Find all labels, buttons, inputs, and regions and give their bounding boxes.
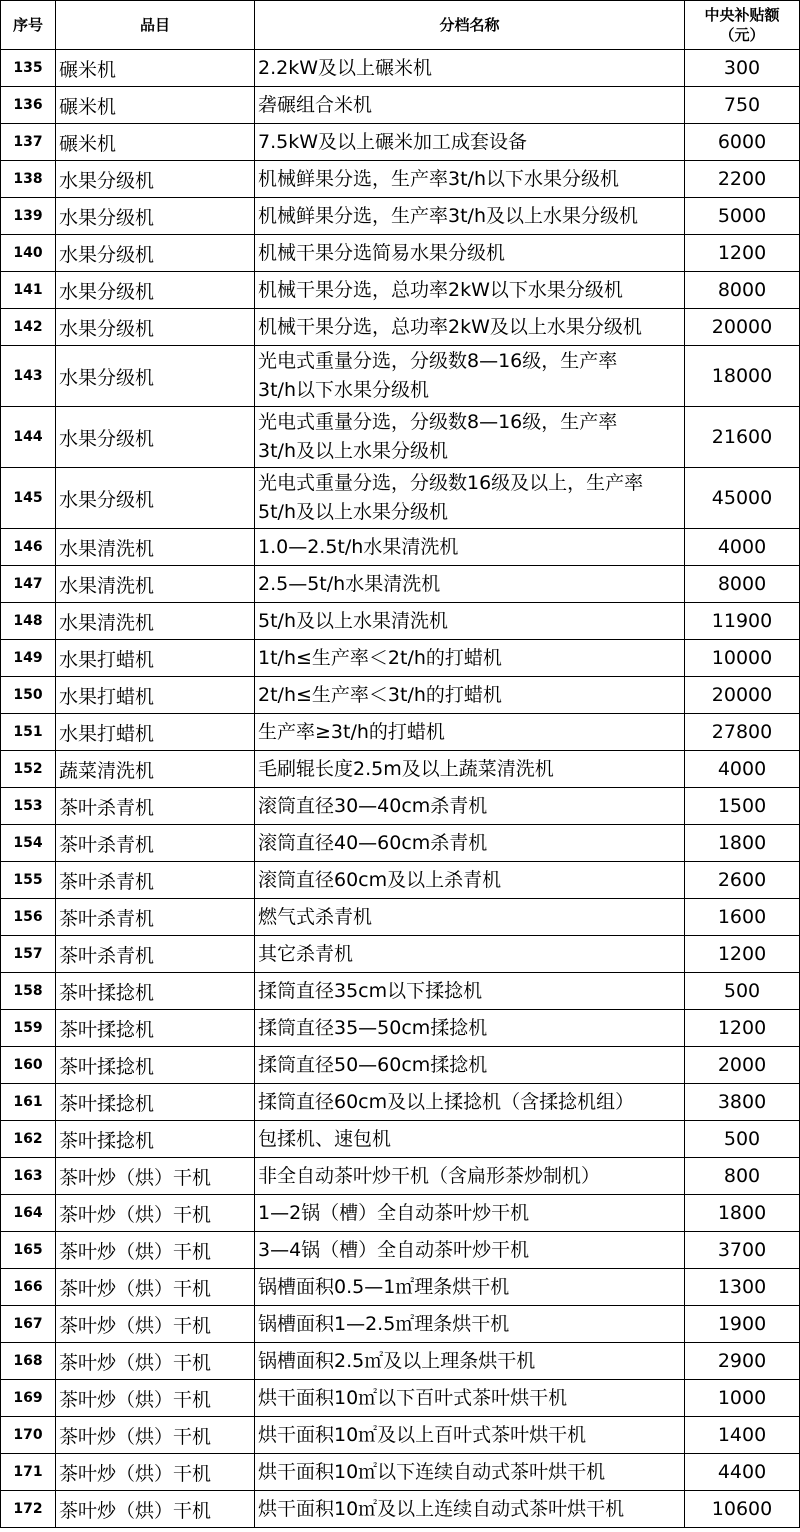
table-row (1, 468, 800, 529)
row-item: 茶叶杀青机 (56, 936, 255, 973)
row-amount: 1900 (685, 1306, 800, 1343)
row-spec-line: 烘干面积10㎡以下连续自动式茶叶烘干机 (258, 1460, 606, 1483)
row-spec (255, 87, 685, 124)
row-spec (255, 714, 685, 751)
row-amount: 1000 (685, 1380, 800, 1417)
row-spec-line: 揉筒直径50—60cm揉捻机 (258, 1053, 488, 1076)
row-number: 164 (1, 1195, 56, 1232)
row-number: 144 (1, 407, 56, 468)
table-row (1, 87, 800, 124)
row-item: 茶叶炒（烘）干机 (56, 1158, 255, 1195)
row-spec-line: 包揉机、速包机 (258, 1127, 392, 1150)
table-row (1, 198, 800, 235)
row-spec-line: 滚筒直径30—40cm杀青机 (258, 794, 488, 817)
row-amount: 21600 (685, 407, 800, 468)
row-spec (255, 346, 685, 407)
row-spec (255, 272, 685, 309)
row-number: 143 (1, 346, 56, 407)
row-spec-line: 1t/h≤生产率＜2t/h的打蜡机 (258, 646, 502, 669)
row-spec (255, 1454, 685, 1491)
row-spec-line: 揉筒直径60cm及以上揉捻机（含揉捻机组） (258, 1090, 635, 1113)
row-number: 141 (1, 272, 56, 309)
row-spec-line: 5t/h及以上水果分级机 (258, 501, 448, 523)
table-row (1, 1232, 800, 1269)
row-spec (255, 1121, 685, 1158)
table-row (1, 309, 800, 346)
header-item: 品目 (56, 1, 255, 50)
row-amount: 6000 (685, 124, 800, 161)
row-spec (255, 899, 685, 936)
row-amount: 500 (685, 973, 800, 1010)
row-number: 169 (1, 1380, 56, 1417)
row-item: 茶叶揉捻机 (56, 1047, 255, 1084)
table-row (1, 1158, 800, 1195)
table-row (1, 407, 800, 468)
row-amount: 4000 (685, 751, 800, 788)
row-item: 茶叶炒（烘）干机 (56, 1195, 255, 1232)
header-amount (685, 1, 800, 50)
row-amount: 18000 (685, 346, 800, 407)
row-spec (255, 862, 685, 899)
header-spec: 分档名称 (255, 1, 685, 50)
row-amount: 11900 (685, 603, 800, 640)
row-spec-line: 3t/h及以上水果分级机 (258, 440, 448, 462)
row-amount: 1800 (685, 825, 800, 862)
table-row (1, 50, 800, 87)
row-spec-line: 燃气式杀青机 (258, 905, 373, 928)
row-spec (255, 468, 685, 529)
row-spec (255, 198, 685, 235)
row-item: 水果打蜡机 (56, 714, 255, 751)
row-item: 碾米机 (56, 124, 255, 161)
row-item: 水果分级机 (56, 161, 255, 198)
row-spec (255, 161, 685, 198)
table-header (1, 1, 800, 50)
row-number: 140 (1, 235, 56, 272)
row-spec (255, 1417, 685, 1454)
row-spec-line: 滚筒直径40—60cm杀青机 (258, 831, 488, 854)
row-number: 147 (1, 566, 56, 603)
row-amount: 800 (685, 1158, 800, 1195)
row-number: 170 (1, 1417, 56, 1454)
row-amount: 2600 (685, 862, 800, 899)
row-item: 水果清洗机 (56, 603, 255, 640)
row-spec (255, 936, 685, 973)
table-row (1, 751, 800, 788)
row-item: 水果分级机 (56, 198, 255, 235)
row-item: 茶叶炒（烘）干机 (56, 1306, 255, 1343)
row-amount: 1200 (685, 235, 800, 272)
row-amount: 20000 (685, 677, 800, 714)
row-item: 茶叶揉捻机 (56, 1121, 255, 1158)
row-spec (255, 529, 685, 566)
row-spec-line: 1.0—2.5t/h水果清洗机 (258, 535, 459, 558)
row-amount: 750 (685, 87, 800, 124)
row-number: 171 (1, 1454, 56, 1491)
row-spec (255, 566, 685, 603)
row-spec-line: 3—4锅（槽）全自动茶叶炒干机 (258, 1238, 530, 1261)
row-amount: 45000 (685, 468, 800, 529)
row-spec (255, 1010, 685, 1047)
row-item: 茶叶杀青机 (56, 862, 255, 899)
row-spec-line: 机械干果分选，总功率2kW以下水果分级机 (258, 278, 623, 301)
row-spec (255, 407, 685, 468)
row-item: 水果打蜡机 (56, 677, 255, 714)
table-row (1, 1306, 800, 1343)
table-row (1, 1491, 800, 1528)
row-amount: 1600 (685, 899, 800, 936)
row-spec (255, 1269, 685, 1306)
table-row (1, 1121, 800, 1158)
row-spec (255, 640, 685, 677)
row-spec-line: 揉筒直径35—50cm揉捻机 (258, 1016, 488, 1039)
row-number: 160 (1, 1047, 56, 1084)
row-number: 167 (1, 1306, 56, 1343)
row-spec-line: 滚筒直径60cm及以上杀青机 (258, 868, 502, 891)
row-number: 146 (1, 529, 56, 566)
row-number: 151 (1, 714, 56, 751)
table-row (1, 346, 800, 407)
row-number: 154 (1, 825, 56, 862)
table-row (1, 529, 800, 566)
table-body (1, 50, 800, 1528)
row-item: 水果分级机 (56, 407, 255, 468)
row-spec-line: 非全自动茶叶炒干机（含扁形茶炒制机） (258, 1164, 601, 1187)
row-number: 161 (1, 1084, 56, 1121)
row-amount: 8000 (685, 272, 800, 309)
row-amount: 1800 (685, 1195, 800, 1232)
row-spec-line: 揉筒直径35cm以下揉捻机 (258, 979, 483, 1002)
row-amount: 10000 (685, 640, 800, 677)
row-spec-line: 锅槽面积1—2.5㎡理条烘干机 (258, 1312, 510, 1335)
row-item: 水果清洗机 (56, 529, 255, 566)
row-number: 135 (1, 50, 56, 87)
row-item: 蔬菜清洗机 (56, 751, 255, 788)
row-amount: 3800 (685, 1084, 800, 1121)
table-row (1, 1417, 800, 1454)
row-spec-line: 2.2kW及以上碾米机 (258, 56, 433, 79)
row-amount: 2200 (685, 161, 800, 198)
table-row (1, 161, 800, 198)
row-spec (255, 1195, 685, 1232)
row-spec-line: 2t/h≤生产率＜3t/h的打蜡机 (258, 683, 502, 706)
row-number: 155 (1, 862, 56, 899)
row-spec-line: 锅槽面积0.5—1㎡理条烘干机 (258, 1275, 510, 1298)
table-row (1, 1269, 800, 1306)
row-amount: 8000 (685, 566, 800, 603)
row-number: 163 (1, 1158, 56, 1195)
row-spec (255, 825, 685, 862)
row-item: 茶叶杀青机 (56, 788, 255, 825)
table-row (1, 899, 800, 936)
row-spec-line: 3t/h以下水果分级机 (258, 379, 429, 401)
row-amount: 10600 (685, 1491, 800, 1528)
row-spec (255, 50, 685, 87)
row-number: 136 (1, 87, 56, 124)
row-amount: 300 (685, 50, 800, 87)
row-amount: 1400 (685, 1417, 800, 1454)
table-row (1, 862, 800, 899)
header-amount-line1: 中央补贴额 (704, 6, 780, 24)
row-item: 水果分级机 (56, 468, 255, 529)
row-number: 138 (1, 161, 56, 198)
row-item: 水果清洗机 (56, 566, 255, 603)
table-row (1, 124, 800, 161)
table-row (1, 677, 800, 714)
row-number: 150 (1, 677, 56, 714)
row-number: 145 (1, 468, 56, 529)
table-row (1, 235, 800, 272)
row-number: 166 (1, 1269, 56, 1306)
row-amount: 1200 (685, 1010, 800, 1047)
table-row (1, 272, 800, 309)
row-amount: 20000 (685, 309, 800, 346)
row-amount: 2000 (685, 1047, 800, 1084)
row-item: 茶叶炒（烘）干机 (56, 1269, 255, 1306)
table-row (1, 1084, 800, 1121)
row-spec (255, 677, 685, 714)
row-item: 茶叶炒（烘）干机 (56, 1343, 255, 1380)
row-spec (255, 603, 685, 640)
table-row (1, 825, 800, 862)
row-amount: 27800 (685, 714, 800, 751)
row-amount: 1300 (685, 1269, 800, 1306)
row-spec (255, 235, 685, 272)
table-row (1, 973, 800, 1010)
row-spec-line: 光电式重量分选，分级数8—16级，生产率 (258, 411, 618, 433)
row-item: 水果分级机 (56, 272, 255, 309)
row-spec-line: 锅槽面积2.5㎡及以上理条烘干机 (258, 1349, 536, 1372)
row-item: 茶叶炒（烘）干机 (56, 1454, 255, 1491)
row-amount: 3700 (685, 1232, 800, 1269)
row-number: 142 (1, 309, 56, 346)
row-amount: 1200 (685, 936, 800, 973)
row-spec-line: 机械干果分选，总功率2kW及以上水果分级机 (258, 315, 642, 338)
row-item: 茶叶杀青机 (56, 899, 255, 936)
row-item: 茶叶揉捻机 (56, 1084, 255, 1121)
table-row (1, 788, 800, 825)
row-spec-line: 7.5kW及以上碾米加工成套设备 (258, 130, 528, 153)
table-row (1, 1047, 800, 1084)
row-number: 165 (1, 1232, 56, 1269)
table-row (1, 640, 800, 677)
row-item: 水果分级机 (56, 235, 255, 272)
row-spec-line: 其它杀青机 (258, 942, 354, 965)
row-spec (255, 1232, 685, 1269)
row-spec (255, 973, 685, 1010)
row-spec (255, 751, 685, 788)
table-row (1, 1343, 800, 1380)
row-item: 碾米机 (56, 50, 255, 87)
row-spec-line: 1—2锅（槽）全自动茶叶炒干机 (258, 1201, 530, 1224)
row-spec-line: 砻碾组合米机 (258, 93, 373, 116)
row-spec-line: 烘干面积10㎡及以上连续自动式茶叶烘干机 (258, 1497, 625, 1520)
row-amount: 5000 (685, 198, 800, 235)
row-item: 茶叶炒（烘）干机 (56, 1232, 255, 1269)
row-number: 162 (1, 1121, 56, 1158)
row-spec (255, 1491, 685, 1528)
row-spec-line: 2.5—5t/h水果清洗机 (258, 572, 441, 595)
row-item: 茶叶揉捻机 (56, 1010, 255, 1047)
row-number: 156 (1, 899, 56, 936)
row-spec (255, 1306, 685, 1343)
row-spec (255, 788, 685, 825)
row-spec (255, 1158, 685, 1195)
table-row (1, 566, 800, 603)
row-spec (255, 1380, 685, 1417)
row-item: 水果分级机 (56, 346, 255, 407)
row-amount: 4400 (685, 1454, 800, 1491)
row-spec-line: 5t/h及以上水果清洗机 (258, 609, 448, 632)
row-spec (255, 1343, 685, 1380)
row-spec-line: 烘干面积10㎡及以上百叶式茶叶烘干机 (258, 1423, 587, 1446)
row-number: 139 (1, 198, 56, 235)
row-spec (255, 309, 685, 346)
table-row (1, 1454, 800, 1491)
row-spec-line: 光电式重量分选，分级数16级及以上，生产率 (258, 472, 644, 494)
row-item: 茶叶杀青机 (56, 825, 255, 862)
row-spec-line: 烘干面积10㎡以下百叶式茶叶烘干机 (258, 1386, 568, 1409)
row-item: 茶叶炒（烘）干机 (56, 1417, 255, 1454)
row-amount: 1500 (685, 788, 800, 825)
row-number: 157 (1, 936, 56, 973)
table-row (1, 1195, 800, 1232)
row-number: 158 (1, 973, 56, 1010)
table-row (1, 936, 800, 973)
table-row (1, 1010, 800, 1047)
table-row (1, 714, 800, 751)
row-item: 碾米机 (56, 87, 255, 124)
table-row (1, 603, 800, 640)
row-spec-line: 机械干果分选简易水果分级机 (258, 241, 506, 264)
row-number: 149 (1, 640, 56, 677)
header-amount-line2: （元） (719, 26, 765, 44)
row-amount: 4000 (685, 529, 800, 566)
row-number: 172 (1, 1491, 56, 1528)
row-number: 148 (1, 603, 56, 640)
row-item: 茶叶揉捻机 (56, 973, 255, 1010)
row-item: 水果打蜡机 (56, 640, 255, 677)
row-number: 168 (1, 1343, 56, 1380)
row-spec (255, 1047, 685, 1084)
row-amount: 500 (685, 1121, 800, 1158)
row-number: 153 (1, 788, 56, 825)
row-spec-line: 机械鲜果分选，生产率3t/h及以上水果分级机 (258, 204, 638, 227)
row-spec (255, 1084, 685, 1121)
row-spec-line: 毛刷辊长度2.5m及以上蔬菜清洗机 (258, 757, 554, 780)
table-row (1, 1380, 800, 1417)
row-item: 水果分级机 (56, 309, 255, 346)
row-number: 137 (1, 124, 56, 161)
row-spec (255, 124, 685, 161)
row-item: 茶叶炒（烘）干机 (56, 1380, 255, 1417)
row-number: 159 (1, 1010, 56, 1047)
row-number: 152 (1, 751, 56, 788)
row-spec-line: 生产率≥3t/h的打蜡机 (258, 720, 445, 743)
row-spec-line: 光电式重量分选，分级数8—16级，生产率 (258, 350, 618, 372)
header-no: 序号 (1, 1, 56, 50)
row-item: 茶叶炒（烘）干机 (56, 1491, 255, 1528)
row-spec-line: 机械鲜果分选，生产率3t/h以下水果分级机 (258, 167, 619, 190)
row-amount: 2900 (685, 1343, 800, 1380)
